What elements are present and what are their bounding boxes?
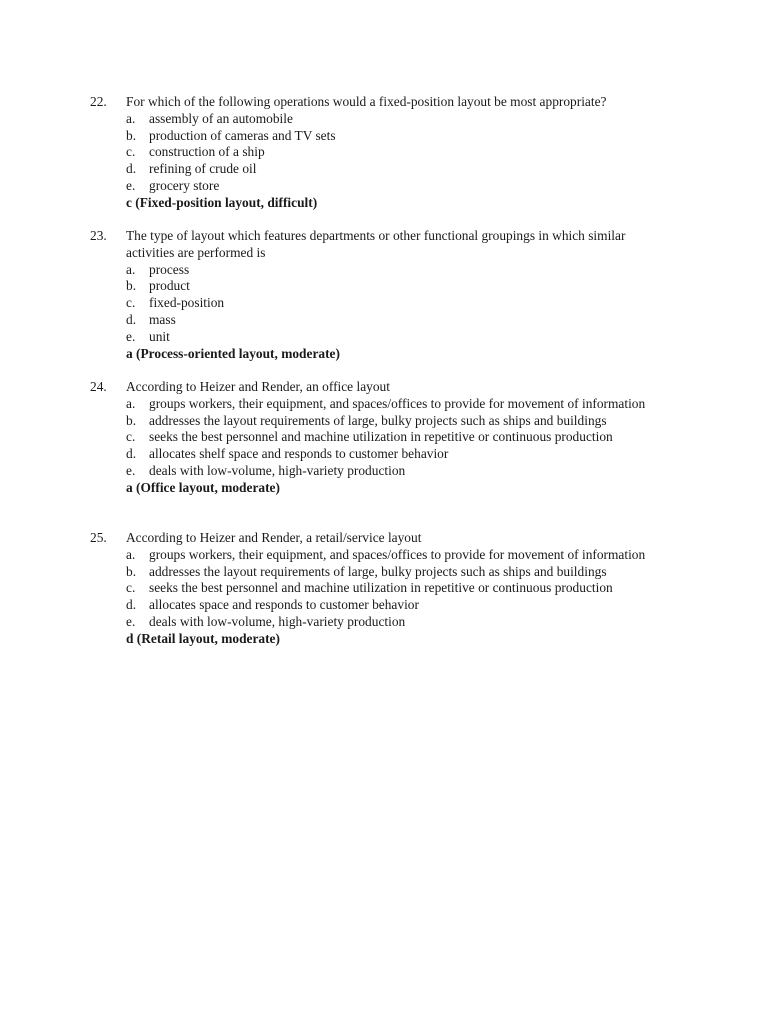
option-text: grocery store (149, 177, 220, 193)
option-text: allocates space and responds to customer behavior (149, 597, 419, 613)
option-b (126, 413, 730, 430)
question-number: 25. (90, 530, 107, 545)
option-text: process (149, 261, 190, 277)
option-d (126, 161, 730, 178)
option-text: addresses the layout requirements of large, bulky projects such as ships and buildings (149, 563, 607, 579)
option-a (126, 111, 730, 128)
option-letter: d. (126, 446, 137, 462)
question-number: 22. (90, 94, 107, 109)
option-text: fixed-position (149, 295, 225, 311)
option-letter: b. (126, 127, 137, 143)
question-body (126, 94, 730, 212)
option-text: product (149, 278, 190, 294)
question-24 (90, 379, 730, 497)
option-text: groups workers, their equipment, and spaces/offices to provide for movement of information (149, 546, 646, 562)
option-text: refining of crude oil (149, 161, 257, 177)
option-letter: d. (126, 311, 137, 327)
option-a (126, 262, 730, 279)
option-letter: a. (126, 261, 136, 277)
option-letter: a. (126, 110, 136, 126)
option-c (126, 144, 730, 161)
question-number: 24. (90, 379, 107, 394)
option-b (126, 128, 730, 145)
question-stem: According to Heizer and Render, a retail/service layout (126, 530, 422, 545)
option-letter: b. (126, 412, 137, 428)
answer-key: a (Process-oriented layout, moderate) (126, 345, 340, 361)
option-e (126, 178, 730, 195)
option-letter: e. (126, 328, 136, 344)
question-body (126, 228, 730, 362)
question-body (126, 379, 730, 497)
question-22 (90, 94, 730, 212)
option-text: unit (149, 328, 170, 344)
option-a (126, 547, 730, 564)
option-letter: a. (126, 395, 136, 411)
option-e (126, 329, 730, 346)
option-b (126, 564, 730, 581)
option-letter: e. (126, 462, 136, 478)
option-letter: e. (126, 177, 136, 193)
option-text: assembly of an automobile (149, 110, 293, 126)
option-letter: b. (126, 278, 137, 294)
option-letter: c. (126, 429, 136, 445)
option-letter: c. (126, 295, 136, 311)
option-c (126, 580, 730, 597)
option-c (126, 429, 730, 446)
option-letter: c. (126, 144, 136, 160)
answer-key: a (Office layout, moderate) (126, 479, 280, 495)
question-number: 23. (90, 228, 107, 243)
option-letter: e. (126, 613, 136, 629)
option-list (126, 396, 730, 480)
option-d (126, 312, 730, 329)
question-25 (90, 530, 730, 648)
option-e (126, 614, 730, 631)
option-d (126, 446, 730, 463)
question-stem: According to Heizer and Render, an office layout (126, 379, 390, 394)
option-text: addresses the layout requirements of large, bulky projects such as ships and buildings (149, 412, 607, 428)
option-text: construction of a ship (149, 144, 265, 160)
answer-key: d (Retail layout, moderate) (126, 630, 280, 646)
question-stem: The type of layout which features departments or other functional groupings in which similar activities are performed is (126, 228, 626, 260)
option-text: groups workers, their equipment, and spaces/offices to provide for movement of information (149, 395, 646, 411)
option-letter: b. (126, 563, 137, 579)
option-text: allocates shelf space and responds to customer behavior (149, 446, 449, 462)
question-body (126, 530, 730, 648)
option-letter: d. (126, 597, 137, 613)
answer-key: c (Fixed-position layout, difficult) (126, 194, 318, 210)
option-letter: c. (126, 580, 136, 596)
option-c (126, 295, 730, 312)
option-text: production of cameras and TV sets (149, 127, 336, 143)
option-list (126, 111, 730, 195)
question-23 (90, 228, 730, 362)
option-a (126, 396, 730, 413)
option-letter: d. (126, 161, 137, 177)
option-list (126, 547, 730, 631)
option-text: deals with low-volume, high-variety production (149, 462, 406, 478)
option-text: mass (149, 311, 176, 327)
option-text: seeks the best personnel and machine utilization in repetitive or continuous production (149, 429, 613, 445)
option-b (126, 278, 730, 295)
option-list (126, 262, 730, 346)
option-e (126, 463, 730, 480)
question-stem: For which of the following operations would a fixed-position layout be most appropriate? (126, 94, 607, 109)
option-d (126, 597, 730, 614)
option-text: deals with low-volume, high-variety production (149, 613, 406, 629)
option-text: seeks the best personnel and machine utilization in repetitive or continuous production (149, 580, 613, 596)
option-letter: a. (126, 546, 136, 562)
